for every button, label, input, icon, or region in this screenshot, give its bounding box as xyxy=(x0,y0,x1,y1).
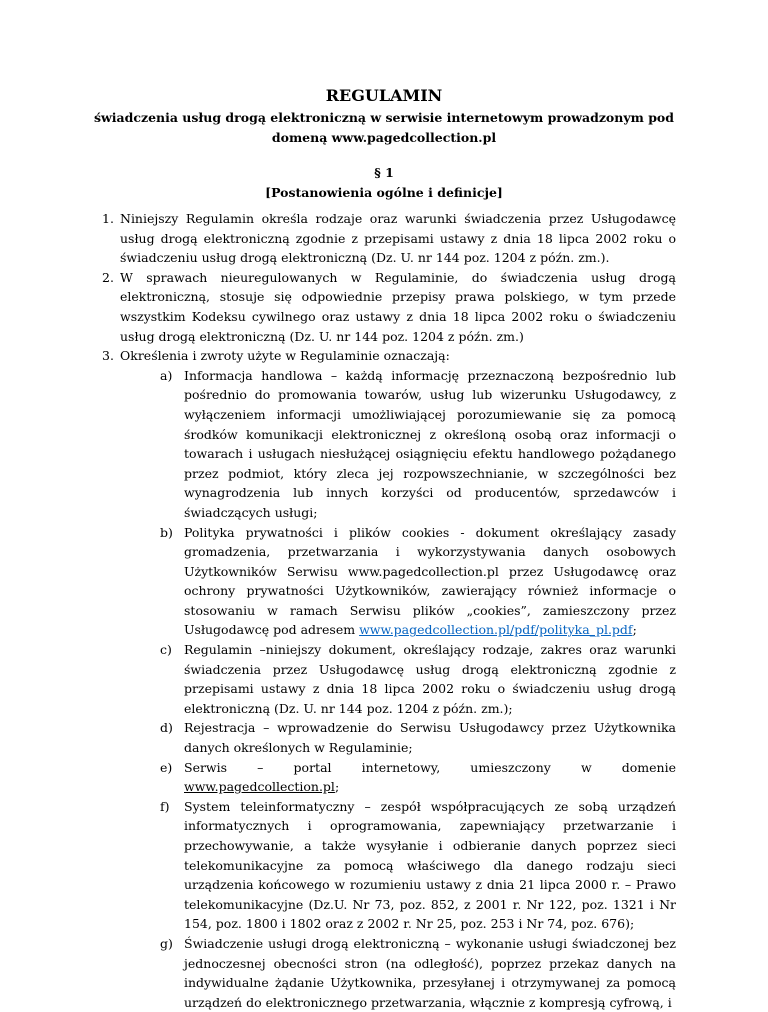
list-item-text: W sprawach nieuregulowanych w Regulaminie, do świadczenia usług drogą elektroniczną, stosuje się odpowiednie przepisy prawa polskiego, w tym przede wszystkim Kodeksu cywilnego oraz ustawy z dnia 18 lipca 2002 roku o świadczeniu usług drogą elektroniczną (Dz. U. nr 144 poz. 1204 z późn. zm.) xyxy=(120,269,676,344)
definition-letter: e) xyxy=(160,759,173,775)
definition-text: System teleinformatyczny – zespół współpracujących ze sobą urządzeń informatycznych i oprogramowania, zapewniający przetwarzanie i przechowywanie, a także wysyłanie i odbieranie danych poprzez sieci telekomunikacyjne za pomocą właściwego dla danego rodzaju sieci urządzenia końcowego w rozumieniu ustawy z dnia 21 lipca 2000 r. – Prawo telekomunikacyjne (Dz.U. Nr 73, poz. 852, z 2001 r. Nr 122, poz. 1321 i Nr 154, poz. 1800 i 1802 oraz z 2002 r. Nr 25, poz. 253 i Nr 74, poz. 676); xyxy=(184,798,676,932)
definition-item xyxy=(0,640,768,718)
definition-text: Świadczenie usługi drogą elektroniczną – wykonanie usługi świadczonej bez jednoczesnej obecności stron (na odległość), poprzez przekaz danych na indywidualne żądanie Użytkownika, przesyłanej i otrzymywanej za pomocą urządzeń do elektronicznego przetwarzania, włącznie z kompresją cyfrową, i xyxy=(184,935,676,1010)
definition-text: Polityka prywatności i plików cookies - dokument określający zasady gromadzenia, przetwarzania i wykorzystywania danych osobowych Użytkowników Serwisu www.pagedcollection.pl przez Usługodawcę oraz ochrony prywatności Użytkowników, zawierający również informacje o stosowaniu w ramach Serwisu plików „cookies”, zamieszczony przez Usługodawcę pod adresem xyxy=(184,524,676,638)
definition-item xyxy=(0,934,768,1012)
document-title: REGULAMIN xyxy=(325,86,443,105)
definition-letter: c) xyxy=(160,642,172,658)
definition-item xyxy=(0,718,768,757)
definition-text-end: ; xyxy=(632,622,637,638)
list-item xyxy=(0,346,768,366)
definition-text: Regulamin –niniejszy dokument, określający rodzaje, zakres oraz warunki świadczenia przez Usługodawcę usług drogą elektroniczną zgodnie z przepisami ustawy z dnia 18 lipca 2002 roku o świadczeniu usług drogą elektroniczną (Dz. U. nr 144 poz. 1204 z późn. zm.); xyxy=(184,642,676,716)
list-item-text: Niniejszy Regulamin określa rodzaje oraz warunki świadczenia przez Usługodawcę usług drogą elektroniczną zgodnie z przepisami ustawy z dnia 18 lipca 2002 roku o świadczeniu usług drogą elektroniczną (Dz. U. nr 144 poz. 1204 z późn. zm.). xyxy=(120,211,676,266)
definition-item xyxy=(0,366,768,523)
definition-text: Serwis – portal internetowy, umieszczony w domenie xyxy=(184,759,676,775)
definition-letter: b) xyxy=(160,524,173,540)
privacy-policy-link[interactable]: www.pagedcollection.pl/pdf/polityka_pl.pdf xyxy=(359,622,633,638)
definition-letter: a) xyxy=(160,367,173,383)
list-item xyxy=(0,268,768,346)
definition-letter: g) xyxy=(160,935,173,951)
document-subtitle: świadczenia usług drogą elektroniczną w serwisie internetowym prowadzonym pod domeną www.pagedcollection.pl xyxy=(93,110,675,145)
list-item-number: 1. xyxy=(102,211,114,226)
domain-link[interactable]: www.pagedcollection.pl xyxy=(184,779,335,795)
list-item-text: Określenia i zwroty użyte w Regulaminie oznaczają: xyxy=(120,348,450,364)
definition-letter: f) xyxy=(160,798,170,814)
section-number: § 1 xyxy=(374,165,394,180)
section-title: [Postanowienia ogólne i definicje] xyxy=(265,185,503,200)
definition-text: Informacja handlowa – każdą informację przeznaczoną bezpośrednio lub pośrednio do promowania towarów, usług lub wizerunku Usługodawcy, z wyłączeniem informacji umożliwiającej porozumiewanie się za pomocą środków komunikacji elektronicznej z określoną osobą oraz informacji o towarach i usługach niesłużącej osiągnięciu efektu handlowego pożądanego przez podmiot, który zleca jej rozpowszechnianie, w szczególności bez wynagrodzenia lub innych korzyści od producentów, sprzedawców i świadczących usługi; xyxy=(184,367,676,520)
definition-item xyxy=(0,523,768,641)
definition-item xyxy=(0,797,768,934)
definition-text: Rejestracja – wprowadzenie do Serwisu Usługodawcy przez Użytkownika danych określonych w Regulaminie; xyxy=(184,720,676,756)
definition-item xyxy=(0,758,768,797)
list-item xyxy=(0,209,768,268)
section-content xyxy=(0,209,768,1012)
list-item-number: 2. xyxy=(102,269,114,285)
list-item-number: 3. xyxy=(102,348,114,364)
definition-letter: d) xyxy=(160,720,173,736)
definition-text-end: ; xyxy=(334,779,340,795)
